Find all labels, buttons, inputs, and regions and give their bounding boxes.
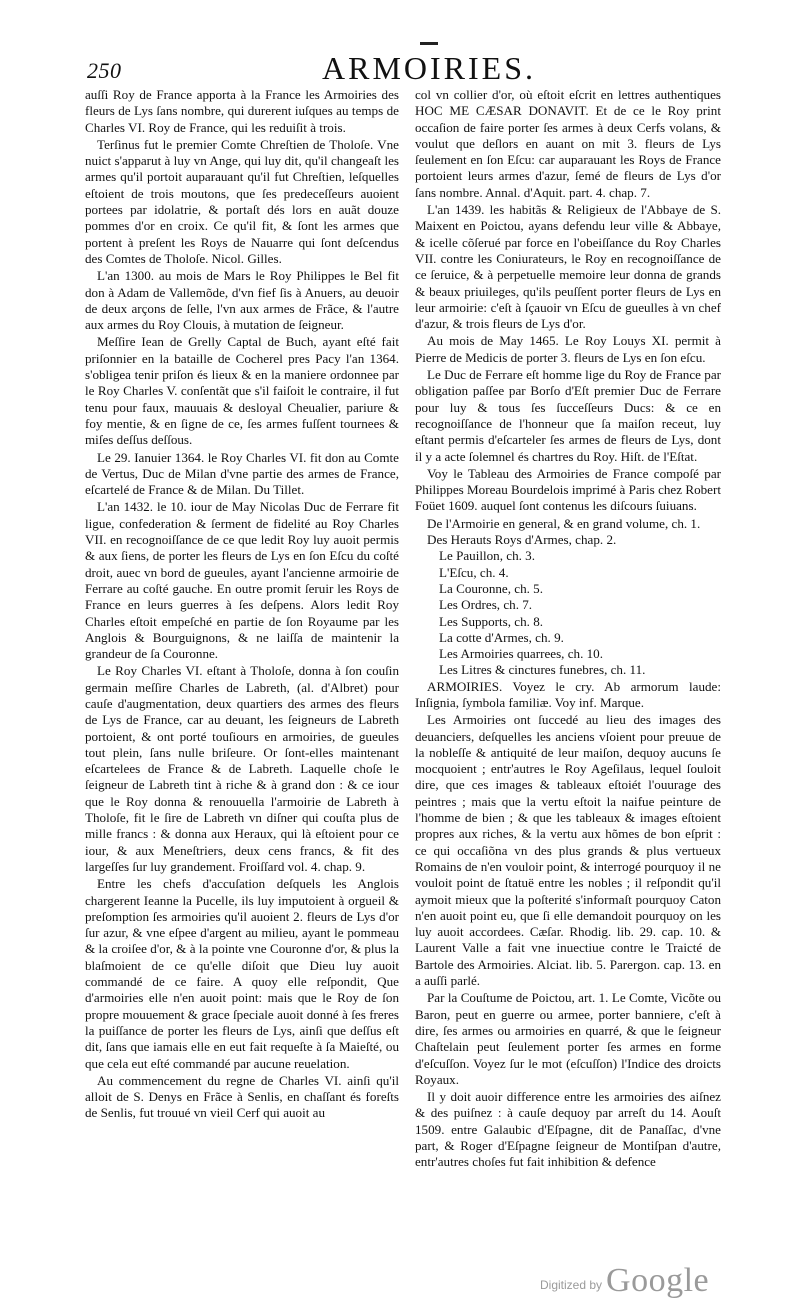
- paragraph: Entre les chefs d'accuſation deſquels les Anglois chargerent Ieanne la Pucelle, ils luy imputoient à orgueil & preſomption ſes armoiries qu'il auoient 2. fleurs de Lys d'or ſur azur, & vne eſpee d'argent au milieu, ayant le pommeau & la croiſee d'or, & à la pointe vne Couronne d'or, & plus la blaſmoient de ce qu'elle diſoit que Dieu luy auoit commandé de ce faire. A quoy elle reſpondit, Que d'armoiries elle n'en auoit point: mais que le Roy de ſon propre mouuement & grace ſpeciale auoit donné à ſes freres la puiſſance de porter les fleurs de Lys, ainſi que deſſus eſt dit, ſans que iamais elle en eut fait requeſte à ſa Maieſté, ou que cela eut eſté commandé par aucune reuelation.: [85, 876, 399, 1071]
- paragraph: ARMOIRIES. Voyez le cry. Ab armorum laude: Inſignia, ſymbola familiæ. Voy inf. Marque.: [415, 678, 721, 710]
- paragraph: L'an 1439. les habitãs & Religieux de l'Abbaye de S. Maixent en Poictou, ayans defendu leur ville & Abbaye, & icelle cõſerué par force en l'obeiſſance du Roy Charles VII. contre les Coniurateurs, le Roy en recognoiſſance de ce ſeruice, & à perpetuelle memoire leur donna de grands & beaux priuileges, qu'ils peuſſent porter fleurs de Lys en leur armoirie: c'eſt à ſçauoir vn Eſcu de gueulles à vn chef d'azur, & trois fleurs de Lys d'or.: [415, 202, 721, 332]
- list-item: Des Herauts Roys d'Armes, chap. 2.: [427, 532, 617, 548]
- paragraph: auſſi Roy de France apporta à la France les Armoiries des fleurs de Lys ſans nombre, qui durerent iuſques au temps de Charles VI. Roy de France, qui les reduiſit à trois.: [85, 87, 399, 135]
- list-item: La Couronne, ch. 5.: [439, 580, 543, 596]
- paragraph: Le 29. Ianuier 1364. le Roy Charles VI. fit don au Comte de Vertus, Duc de Milan d'vne partie des armes de France, eſcartelé de France & de Milan. Du Tillet.: [85, 449, 399, 498]
- chapter-list: [415, 516, 721, 679]
- list-item: Les Armoiries quarrees, ch. 10.: [439, 646, 603, 662]
- paragraph: Terſinus fut le premier Comte Chreſtien de Tholoſe. Vne nuict s'apparut à luy vn Ange, qui luy dit, qu'il changeaſt les armes qu'il portoit auparauant qu'il fut Chreſtien, leſquelles eſtoient de trois moutons, que ſes predeceſſeurs auoient portees par idolatrie, & portaſt dés lors en auãt douze pommes d'or en croix. Ce qu'il fit, & ſont les armes que portent à preſent les Roys de Nauarre qui ſont deſcendus des Comtes de Tholoſe. Nicol. Gilles.: [85, 136, 399, 266]
- running-head: ARMOIRIES.: [322, 50, 537, 86]
- ornament-dash: [420, 42, 438, 45]
- paragraph: Il y doit auoir difference entre les armoiries des aiſnez & des puiſnez : à cauſe dequoy par arreſt du 14. Aouſt 1509. entre Galaubic d'Eſpagne, dit de Panaſſac, d'vne part, & Roger d'Eſpagne ſeigneur de Montiſpan d'autre, entr'autres choſes fut fait inhibition & defence: [415, 1089, 721, 1170]
- paragraph: Les Armoiries ont ſuccedé au lieu des images des deuanciers, deſquelles les anciens vſoient pour preuue de la nobleſſe & antiquité de leur maiſon, dequoy aucuns ſe mocquoient ; entr'autres le Roy Ageſilaus, lequel ſouloit dire, que ces images & tableaux eſtoiét l'ouurage des peintres ; mais que la vertu eſtoit la naifue peinture de l'homme de bien ; & que les tableaux & images eſtoient propres aux riches, & la vertu aux hõmes de bon eſprit : ce qui occaſiõna vn des plus grands & plus vertueux Romains de n'en vouloir point, & interrogé pourquoy il ne vouloit point de ſtatuë entre les nobles ; il reſpondit qu'il aymoit mieux que la poſterité s'informaſt pourquoy Caton n'en auoit point eu, que ſi elle demandoit pourquoy on les luy auoit accordees. Cæſar. Rhodig. lib. 29. cap. 10. & Laurent Valle a fait vne inuectiue contre le Traicté de Bartole des Armoiries. Alciat. lib. 5. Parergon. cap. 13. en a auſſi parlé.: [415, 712, 721, 989]
- paragraph: L'an 1300. au mois de Mars le Roy Philippes le Bel fit don à Adam de Vallemõde, d'vn fief ſis à Anuers, au deuoir de deux arçons de ſelle, l'vn aux armes de Frãce, & l'autre aux armes du Roy Clouis, à mutation de ſeigneur.: [85, 268, 399, 333]
- right-column: [415, 87, 721, 1272]
- paragraph: Meſſire Iean de Grelly Captal de Buch, ayant eſté fait priſonnier en la bataille de Cocherel pres Pacy l'an 1364. s'obligea tenir priſon és lieux & en la maniere ordonnee par le Roy Charles V. conſentãt que s'il faiſoit le contraire, il fut tenu pour faux, mauuais & desloyal Cheualier, pariure & foy mentie, & en ſigne de ce, ſes armes fuſſent tournees & miſes deſſus deſſous.: [85, 334, 399, 448]
- paragraph: Au commencement du regne de Charles VI. ainſi qu'il alloit de S. Denys en Frãce à Senlis, en chaſſant és foreſts de Senlis, fut trouué vn vieil Cerf qui auoit au: [85, 1072, 399, 1121]
- paragraph: Voy le Tableau des Armoiries de France compoſé par Philippes Moreau Bourdelois imprimé à Paris chez Robert Foüet 1609. auquel ſont contenus les diſcours ſuiuans.: [415, 465, 721, 514]
- list-item: L'Eſcu, ch. 4.: [439, 564, 509, 580]
- left-column: [85, 87, 399, 1272]
- paragraph: col vn collier d'or, où eſtoit eſcrit en lettres authentiques HOC ME CÆSAR DONAVIT. Et de ce le Roy print occaſion de faire porter ſes armes à deux Cerfs volans, & voulut que deſlors en auant on mit 3. fleurs de Lys ſeulement en ſon Eſcu: car auparauant les Roys de France portoient leurs armes d'azur, ſemé de fleurs de Lys d'or ſans nombre. Annal. d'Aquit. part. 4. chap. 7.: [415, 87, 721, 200]
- paragraph: Au mois de May 1465. Le Roy Louys XI. permit à Pierre de Medicis de porter 3. fleurs de Lys en ſon eſcu.: [415, 333, 721, 365]
- paragraph: Par la Couſtume de Poictou, art. 1. Le Comte, Vicõte ou Baron, peut en guerre ou armee, porter banniere, c'eſt à dire, ſes armes ou armoiries en quarré, & que le ſeigneur Chaſtelain peut ſeulement porter ſes armes en forme d'eſcuſſon. Voyez ſur le mot (eſcuſſon) l'Indice des droicts Royaux.: [415, 990, 721, 1087]
- list-item: La cotte d'Armes, ch. 9.: [439, 629, 564, 645]
- list-item: Le Pauillon, ch. 3.: [439, 548, 536, 564]
- list-item: De l'Armoirie en general, & en grand volume, ch. 1.: [427, 515, 701, 531]
- list-item: Les Litres & cinctures funebres, ch. 11.: [439, 662, 646, 678]
- page-number: 250: [87, 58, 122, 83]
- google-logo: Google: [606, 1262, 710, 1299]
- watermark-prefix: Digitized by: [540, 1278, 603, 1292]
- paragraph: Le Roy Charles VI. eſtant à Tholoſe, donna à ſon couſin germain meſſire Charles de Labreth, (al. d'Albret) pour cauſe d'augmentation, deux quartiers des armes des fleurs de Lys de France, car au deuant, les ſeigneurs de Labreth portoient, & ont porté touſiours en armoiries, de gueules tout plein, ſans nulle briſeure. Or ſont-elles maintenant eſcartelees de France & de Labreth. Laquelle choſe le ſeigneur de Labreth tint à riche & à grand don : & ce iour que le Roy donna & renouuella l'armoirie de Labreth à Tholoſe, fit le ſire de Labreth vn diſner qui couſta plus de mille francs : & donna aux Heraux, qui là eſtoient pour ce iour, & aux Meneſtriers, deux cens francs, & fit des largeſſes ſur luy grandement. Froiſſard vol. 4. chap. 9.: [85, 663, 399, 874]
- paragraph: L'an 1432. le 10. iour de May Nicolas Duc de Ferrare fit ligue, confederation & ſerment de fidelité au Roy Charles VII. en recognoiſſance de ce que ledit Roy luy auoit permis & aux ſiens, de porter les fleurs de Lys en ſon Eſcu du coſté droit, auec vn bord de gueules, ayant l'ancienne armoirie de Ferrare au coſté gauche. En outre promit ſeruir les Roys de France en leurs guerres à ſes deſpens. Alors ledit Roy Charles eſtoit empeſché en partie de ſon Royaume par les Anglois & Bourguignons, & ne laiſſa de maintenir la grandeur de ſa Couronne.: [85, 499, 399, 662]
- list-item: Les Ordres, ch. 7.: [439, 597, 533, 613]
- google-watermark: [540, 1262, 709, 1300]
- paragraph: Le Duc de Ferrare eſt homme lige du Roy de France par obligation paſſee par Borſo d'Eſt premier Duc de Ferrare pour luy & tous ſes ſucceſſeurs Ducs: & ce en recognoiſſance de l'honneur que ſa maiſon receut, luy eſtant permis d'eſcarteler ſes armes de fleurs de Lys, dont il y a acte ſolemnel és chartres du Roy. Hiſt. de l'Eſtat.: [415, 367, 721, 464]
- list-item: Les Supports, ch. 8.: [439, 613, 544, 629]
